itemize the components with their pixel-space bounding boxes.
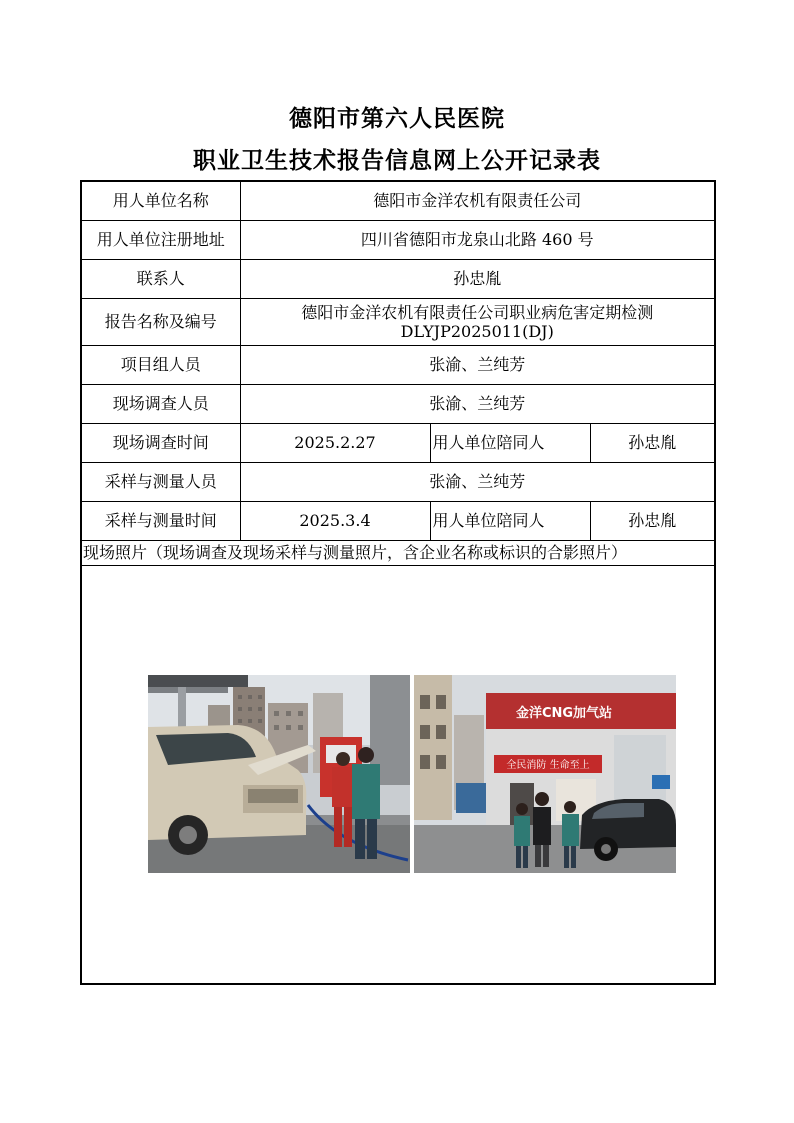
banner-text: 全民消防 生命至上 [506, 759, 590, 771]
registered-address-label: 用人单位注册地址 [81, 220, 240, 259]
photos-label: 现场照片（现场调查及现场采样与测量照片，含企业名称或标识的合影照片） [81, 540, 715, 565]
report-label: 报告名称及编号 [81, 298, 240, 345]
row-photos-title [81, 540, 715, 565]
registered-address-value: 四川省德阳市龙泉山北路 460 号 [240, 220, 715, 259]
row-contact [81, 259, 715, 298]
station-sign-text: 金洋CNG加气站 [515, 705, 613, 721]
row-survey-time [81, 423, 715, 462]
sampling-time-label: 采样与测量时间 [81, 501, 240, 540]
survey-time-label: 现场调查时间 [81, 423, 240, 462]
sampling-companion-label: 用人单位陪同人 [430, 501, 590, 540]
survey-staff-label: 现场调查人员 [81, 384, 240, 423]
row-report [81, 298, 715, 345]
survey-time-value: 2025.2.27 [240, 423, 430, 462]
sampling-time-value: 2025.3.4 [240, 501, 430, 540]
survey-companion-value: 孙忠胤 [590, 423, 715, 462]
report-name: 德阳市金洋农机有限责任公司职业病危害定期检测 [301, 302, 654, 322]
contact-value: 孙忠胤 [240, 259, 715, 298]
site-survey-photo [148, 675, 410, 873]
hospital-title: 德阳市第六人民医院 [289, 105, 505, 132]
employer-name-value: 德阳市金洋农机有限责任公司 [240, 181, 715, 220]
employer-name-label: 用人单位名称 [81, 181, 240, 220]
group-photo [414, 675, 676, 873]
row-employer-name [81, 181, 715, 220]
record-table [80, 180, 716, 985]
row-sampling-time [81, 501, 715, 540]
sampling-staff-value: 张渝、兰纯芳 [240, 462, 715, 501]
sampling-staff-label: 采样与测量人员 [81, 462, 240, 501]
photo-strip [148, 675, 676, 873]
survey-companion-label: 用人单位陪同人 [430, 423, 590, 462]
row-project-team [81, 345, 715, 384]
row-registered-address [81, 220, 715, 259]
project-team-label: 项目组人员 [81, 345, 240, 384]
survey-staff-value: 张渝、兰纯芳 [240, 384, 715, 423]
contact-label: 联系人 [81, 259, 240, 298]
row-survey-staff [81, 384, 715, 423]
report-number: DLYJP2025011(DJ) [400, 321, 554, 341]
row-photos [81, 565, 715, 984]
report-value [240, 298, 715, 345]
row-sampling-staff [81, 462, 715, 501]
form-title: 职业卫生技术报告信息网上公开记录表 [193, 147, 601, 174]
project-team-value: 张渝、兰纯芳 [240, 345, 715, 384]
sampling-companion-value: 孙忠胤 [590, 501, 715, 540]
photos-cell [81, 565, 715, 984]
